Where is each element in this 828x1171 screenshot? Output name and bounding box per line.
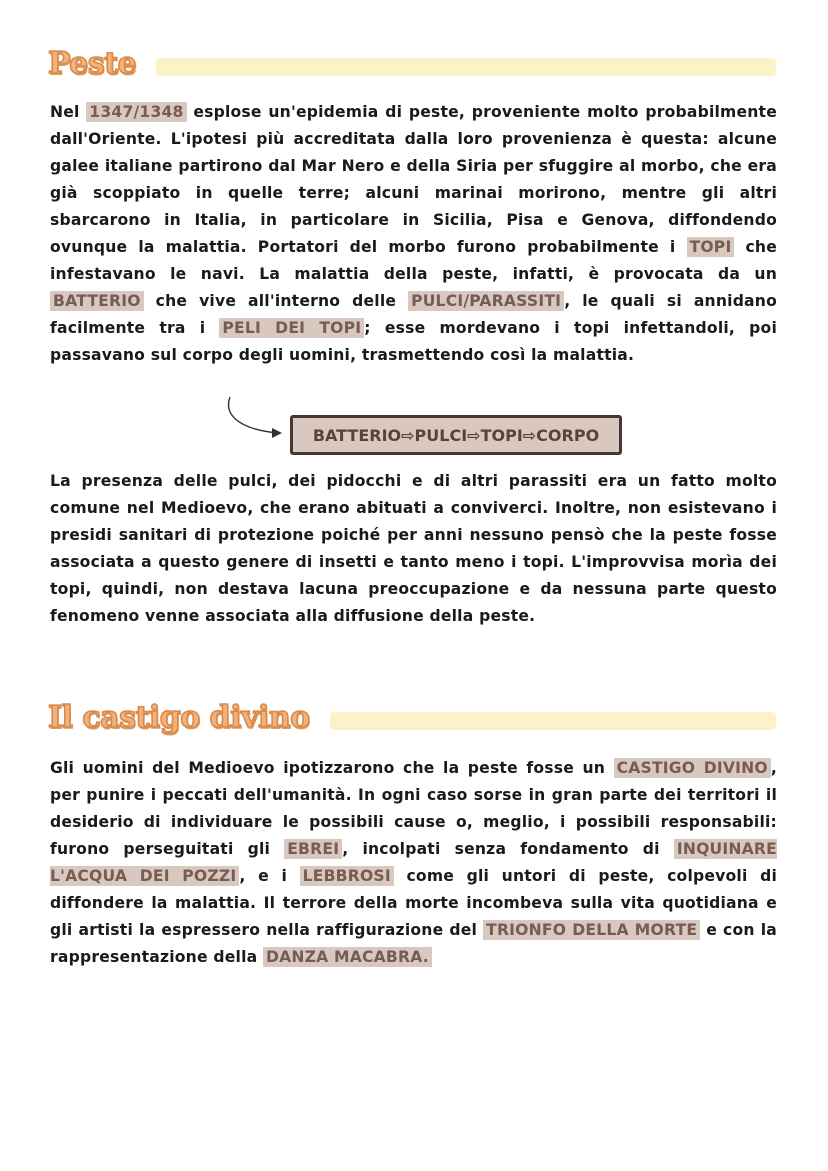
text-segment: Gli uomini del Medioevo ipotizzarono che la peste fosse un (50, 759, 614, 777)
heading-decoration-bar (156, 58, 776, 76)
section-title: Peste (48, 46, 137, 81)
highlighted-term: EBREI (284, 839, 342, 859)
text-segment: , le quali si annidano facilmente tra i (50, 292, 777, 337)
highlighted-term: PELI DEI TOPI (219, 318, 364, 338)
highlighted-term: CASTIGO DIVINO (614, 758, 771, 778)
text-segment: e con la rappresentazione della (50, 921, 778, 966)
text-segment: , e i (239, 867, 300, 885)
section-header-castigo (48, 700, 776, 735)
text-segment: che infestavano le navi. La malattia della peste, infatti, è provocata da un (50, 238, 778, 283)
transmission-chain-box: BATTERIO⇨PULCI⇨TOPI⇨CORPO (290, 415, 622, 455)
text-segment: , incolpati senza fondamento di (342, 840, 674, 858)
highlighted-term: 1347/1348 (86, 102, 186, 122)
section-header-peste (48, 46, 776, 81)
text-segment: , per punire i peccati dell'umanità. In ogni caso sorse in gran parte dei territori il desiderio di individuare le possibili cause o, meglio, i possibili responsabili: furono perseguitati gli (50, 759, 777, 858)
highlighted-term: DANZA MACABRA. (263, 947, 432, 967)
text-segment: che vive all'interno delle (143, 292, 409, 310)
section-title: Il castigo divino (48, 700, 310, 735)
curved-arrow-icon (222, 395, 292, 445)
highlighted-term: LEBBROSI (300, 866, 394, 886)
highlighted-term: TRIONFO DELLA MORTE (483, 920, 700, 940)
text-segment: La presenza delle pulci, dei pidocchi e di altri parassiti era un fatto molto comune nel Medioevo, che erano abituati a conviverci. Inoltre, non esistevano i presidi sanitari di protezione poiché per anni nessuno pensò che la peste fosse associata a questo genere di insetti e tanto meno i topi. L'improvvisa morìa dei topi, quindi, non destava lacuna preoccupazione e da nessuna parte questo fenomeno venne associata alla diffusione della peste. (50, 472, 777, 625)
paragraph-castigo (50, 755, 777, 971)
text-segment: come gli untori di peste, colpevoli di diffondere la malattia. Il terrore della morte incombeva sulla vita quotidiana e gli artisti la espressero nella raffigurazione del (50, 867, 777, 939)
highlighted-term: INQUINARE L'ACQUA DEI POZZI (50, 840, 777, 885)
highlighted-term: BATTERIO (50, 291, 144, 311)
heading-decoration-bar (330, 712, 776, 730)
text-segment: ; esse mordevano i topi infettandoli, poi passavano sul corpo degli uomini, trasmettendo così la malattia. (50, 319, 777, 364)
highlighted-term: TOPI (687, 237, 735, 257)
paragraph-peste-intro (50, 99, 777, 369)
text-segment: esplose un'epidemia di peste, proveniente molto probabilmente dall'Oriente. L'ipotesi più accreditata dalla loro provenienza è questa: alcune galee italiane partirono dal Mar Nero e della Siria per sfuggire al morbo, che era già scoppiato in quelle terre; alcuni marinai morirono, mentre gli altri sbarcarono in Italia, in particolare in Sicilia, Pisa e Genova, diffondendo ovunque la malattia. Portatori del morbo furono probabilmente i (50, 103, 777, 256)
text-segment: Nel (50, 103, 87, 121)
paragraph-parassiti (50, 468, 777, 630)
highlighted-term: PULCI/PARASSITI (408, 291, 564, 311)
